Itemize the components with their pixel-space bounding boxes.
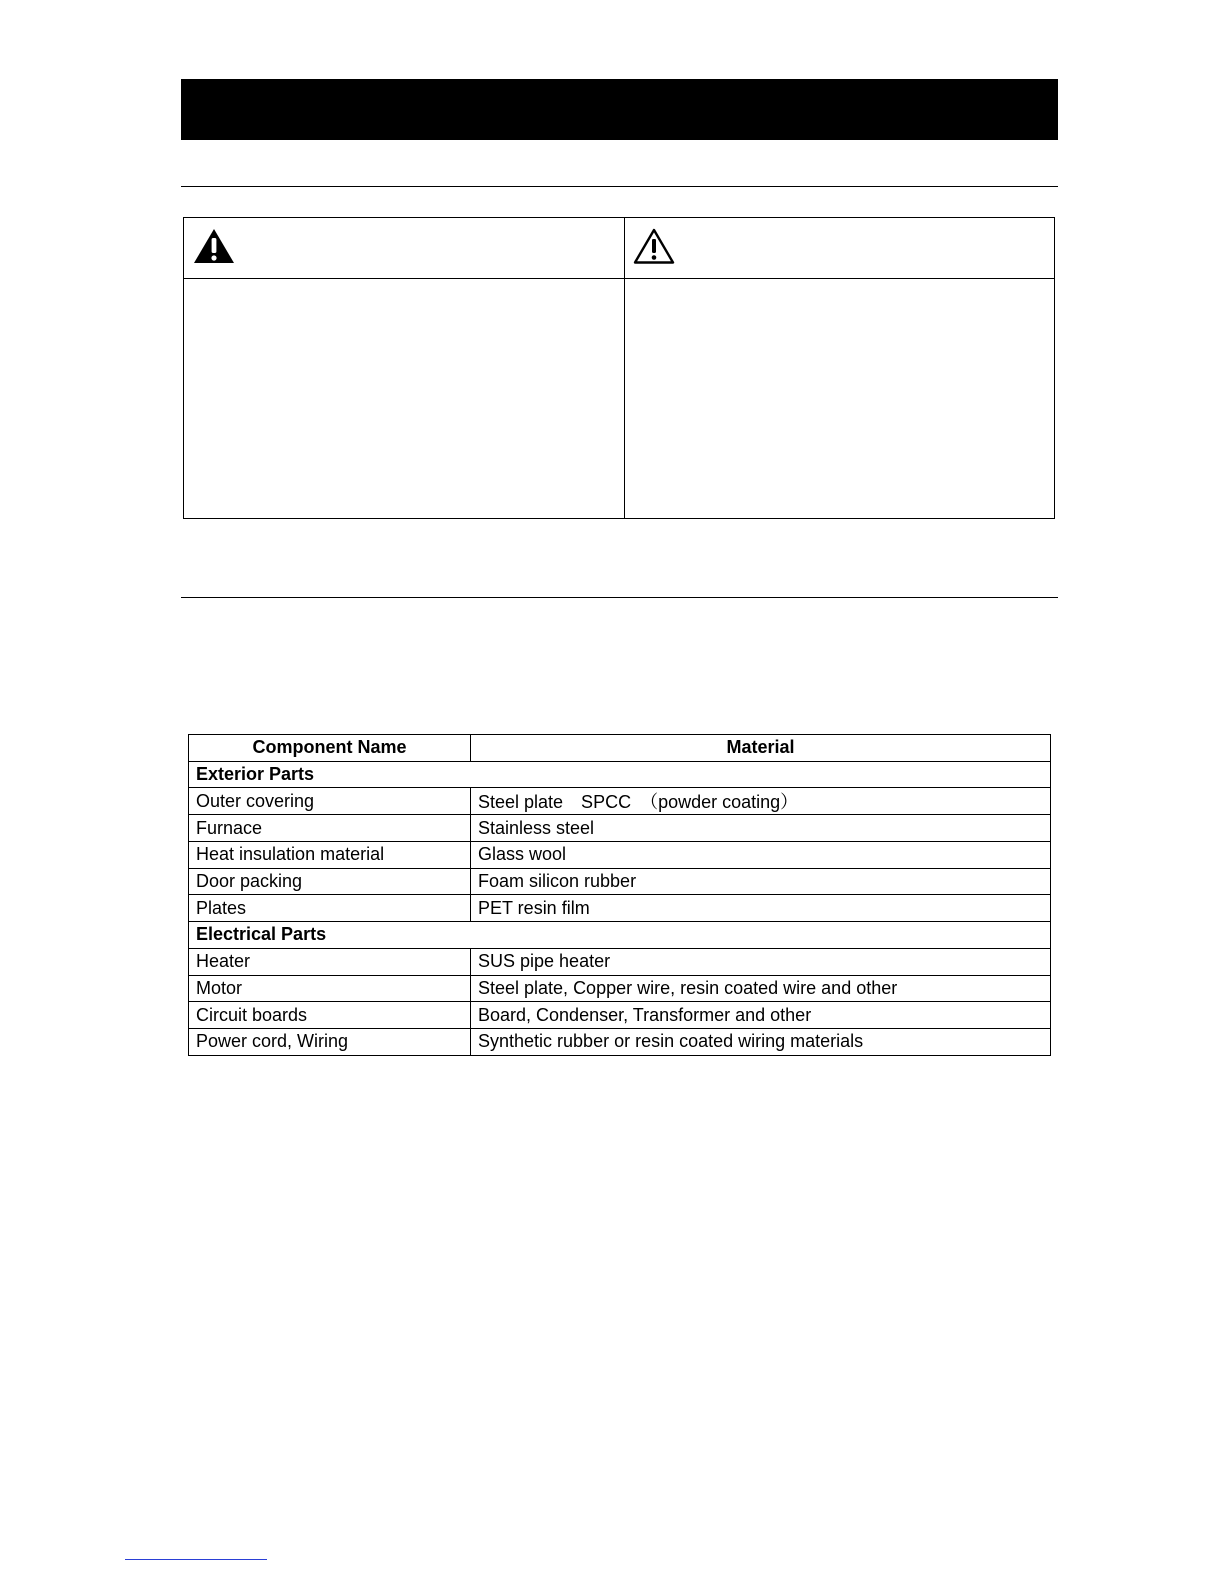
component-cell: Furnace (189, 815, 471, 842)
middle-divider (181, 597, 1058, 598)
table-row (189, 895, 1051, 922)
section-title-bar (181, 79, 1058, 140)
component-cell: Outer covering (189, 788, 471, 815)
material-cell: SUS pipe heater (471, 948, 1051, 975)
material-cell: Foam silicon rubber (471, 868, 1051, 895)
component-cell: Heat insulation material (189, 842, 471, 869)
caution-outline-icon (633, 228, 675, 264)
table-header-row (189, 735, 1051, 762)
component-cell: Motor (189, 975, 471, 1002)
materials-table (188, 734, 1051, 1056)
material-cell: Synthetic rubber or resin coated wiring materials (471, 1028, 1051, 1055)
section-row-electrical (189, 922, 1051, 949)
material-cell: PET resin film (471, 895, 1051, 922)
table-row (189, 868, 1051, 895)
material-cell: Glass wool (471, 842, 1051, 869)
section-label: Exterior Parts (189, 761, 1051, 788)
top-divider (181, 186, 1058, 187)
section-row-exterior (189, 761, 1051, 788)
material-cell: Steel plate, Copper wire, resin coated wire and other (471, 975, 1051, 1002)
component-cell: Power cord, Wiring (189, 1028, 471, 1055)
section-label: Electrical Parts (189, 922, 1051, 949)
table-row (189, 788, 1051, 815)
column-header-material: Material (471, 735, 1051, 762)
table-row (189, 1002, 1051, 1029)
table-row (189, 1028, 1051, 1055)
component-cell: Door packing (189, 868, 471, 895)
footnote-link-underline[interactable] (125, 1559, 267, 1560)
component-cell: Heater (189, 948, 471, 975)
table-row (189, 842, 1051, 869)
table-row (189, 948, 1051, 975)
warning-solid-icon (193, 228, 235, 264)
table-row (189, 815, 1051, 842)
material-cell: Board, Condenser, Transformer and other (471, 1002, 1051, 1029)
material-cell: Stainless steel (471, 815, 1051, 842)
column-header-component: Component Name (189, 735, 471, 762)
warning-box-header-divider (184, 278, 1054, 279)
warning-box-column-divider (624, 218, 625, 518)
warning-caution-box (183, 217, 1055, 519)
table-row (189, 975, 1051, 1002)
component-cell: Circuit boards (189, 1002, 471, 1029)
material-cell: Steel plate SPCC （powder coating） (471, 788, 1051, 815)
component-cell: Plates (189, 895, 471, 922)
